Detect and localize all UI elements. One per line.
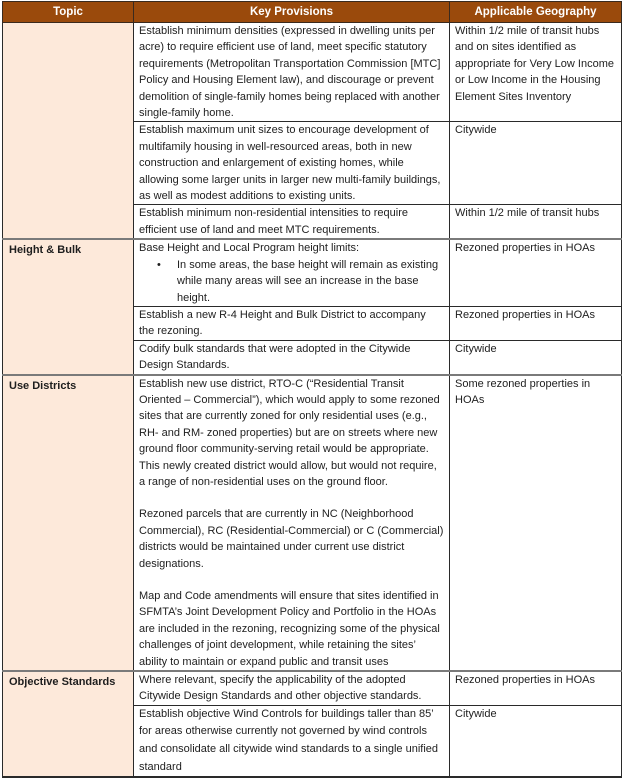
geography-cell: Citywide (450, 122, 622, 205)
geography-cell: Within 1/2 mile of transit hubs (450, 205, 622, 239)
provision-text: Where relevant, specify the applicability of the adopted Citywide Design Standards and other objective standards. (139, 674, 422, 703)
provision-cell (134, 375, 450, 672)
geography-cell: Rezoned properties in HOAs (450, 671, 622, 705)
geography-cell: Citywide (450, 705, 622, 777)
bullet-list (139, 257, 444, 306)
provision-text: Establish minimum densities (expressed in dwelling units per acre) to require efficient use of land, meet specific statutory requirements (Metropolitan Transportation Commission [MTC] Policy and Housing Element law), and discourage or prevent demolition of single-family homes being replaced with another single-family home. (139, 25, 441, 120)
provision-cell (134, 340, 450, 374)
header-key-provisions: Key Provisions (134, 2, 450, 23)
geography-cell: Rezoned properties in HOAs (450, 239, 622, 306)
topic-cell-use-districts: Use Districts (3, 375, 134, 672)
provision-cell (134, 239, 450, 306)
topic-cell (3, 23, 134, 240)
provision-text: Base Height and Local Program height limits: (139, 242, 360, 255)
topic-cell-height-bulk: Height & Bulk (3, 239, 134, 374)
provision-text: Codify bulk standards that were adopted in the Citywide Design Standards. (139, 342, 411, 372)
topic-cell-objective-standards: Objective Standards (3, 671, 134, 777)
provision-cell (134, 705, 450, 777)
provision-text: Establish minimum non-residential intensities to require efficient use of land and meet MTC requirements. (139, 207, 409, 236)
provision-text: Map and Code amendments will ensure that sites identified in SFMTA’s Joint Development Policy and Portfolio in the HOAs are included in the rezoning, recognizing some of the physical challenges of joint development, while retaining the sites’ ability to maintain or expand public and transit uses (139, 590, 440, 668)
provision-text: Establish new use district, RTO-C (“Residential Transit Oriented – Commercial”), which would apply to some rezoned sites that are currently zoned for only residential uses (e.g., RH- and RM- zoned properties) but are on streets where new ground floor community-serving retail would be appropriate. This newly created district would allow, but would not require, a range of non-residential uses on the ground floor. (139, 377, 440, 488)
provision-cell (134, 23, 450, 122)
provisions-table (2, 1, 622, 778)
geography-cell: Some rezoned properties in HOAs (450, 375, 622, 672)
provision-cell (134, 306, 450, 340)
provision-text: Establish a new R-4 Height and Bulk District to accompany the rezoning. (139, 308, 426, 338)
provision-text: Establish maximum unit sizes to encourage development of multifamily housing in well-resourced areas, both in new construction and enlargement of existing homes, while allowing some larger units in larger new multi-family buildings, as well as modest additions to existing units. (139, 124, 441, 203)
provision-cell (134, 205, 450, 239)
header-applicable-geography: Applicable Geography (450, 2, 622, 23)
geography-cell: Rezoned properties in HOAs (450, 306, 622, 340)
provision-text: Establish objective Wind Controls for buildings taller than 85’ for areas otherwise currently not governed by wind controls and consolidate all citywide wind standards to a single unified standard (139, 707, 439, 773)
table-row (3, 239, 622, 306)
table-row (3, 23, 622, 122)
provision-cell (134, 122, 450, 205)
provision-text: Rezoned parcels that are currently in NC (Neighborhood Commercial), RC (Residential-Commercial) or C (Commercial) districts would be maintained under current use district designations. (139, 508, 444, 570)
table-row (3, 375, 622, 672)
bullet-item: • In some areas, the base height will remain as existing while many areas will see an increase in the base height. (177, 257, 444, 306)
geography-cell: Citywide (450, 340, 622, 374)
header-row (3, 2, 622, 23)
geography-cell: Within 1/2 mile of transit hubs and on sites identified as appropriate for Very Low Income or Low Income in the Housing Element Sites Inventory (450, 23, 622, 122)
header-topic: Topic (3, 2, 134, 23)
provision-cell (134, 671, 450, 705)
table-row (3, 671, 622, 705)
